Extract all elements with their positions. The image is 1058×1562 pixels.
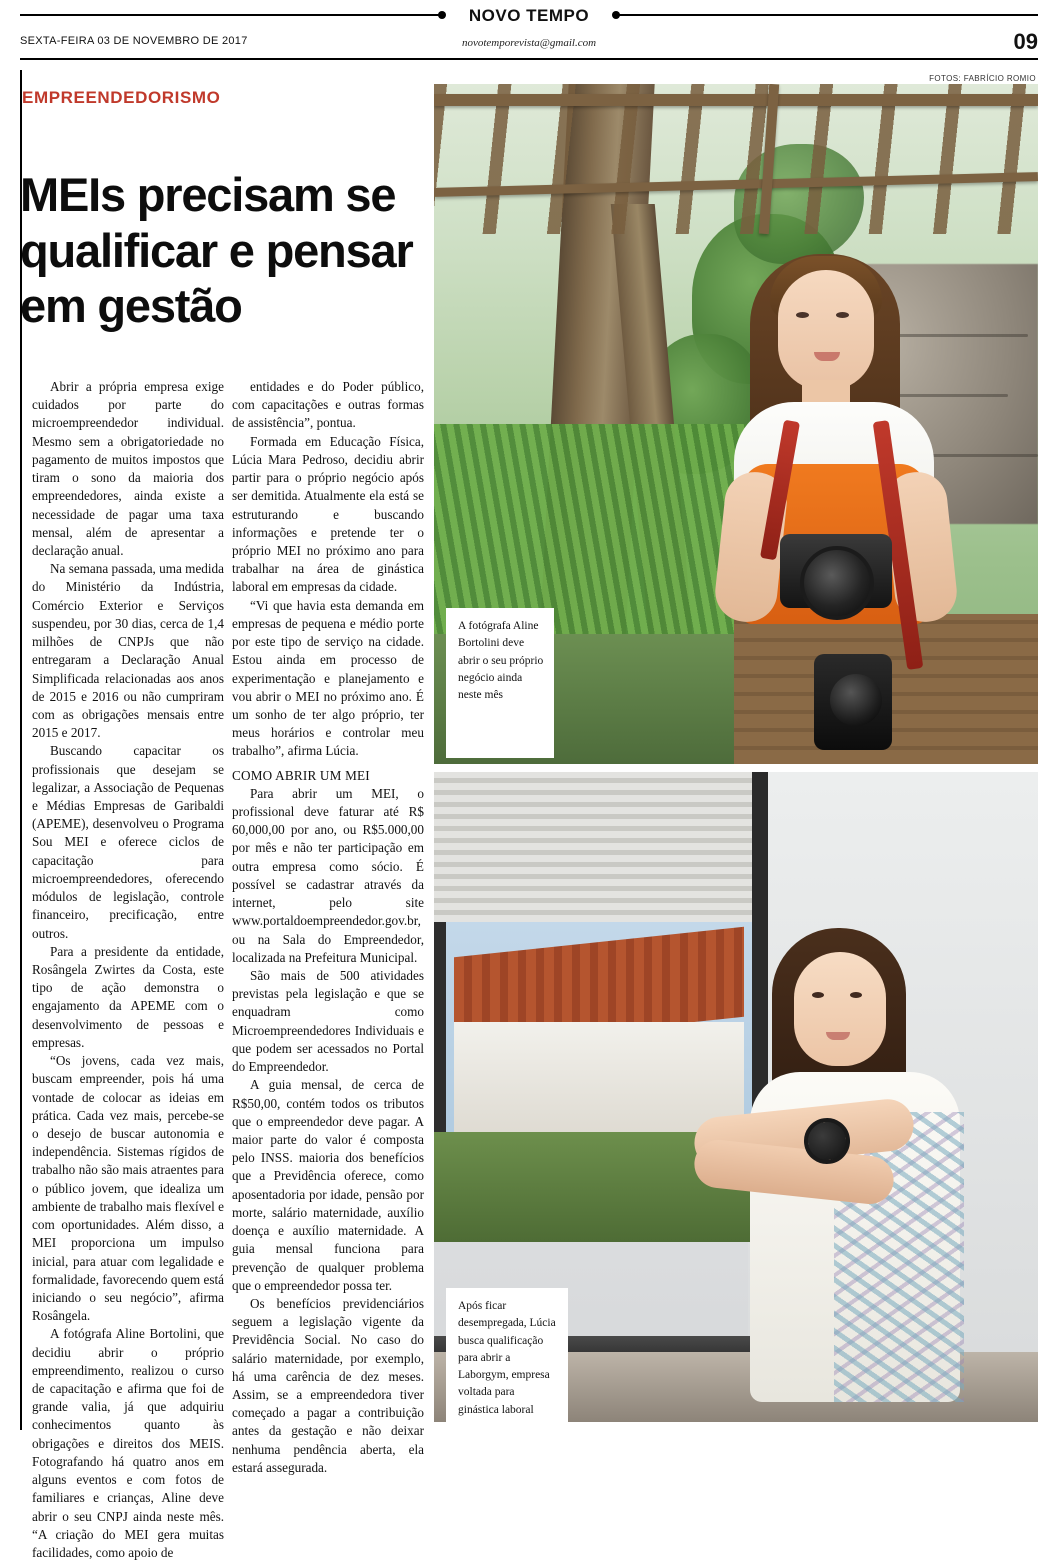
- bottom-rule: [20, 1433, 1038, 1435]
- contact-email: novotemporevista@gmail.com: [461, 37, 597, 49]
- paragraph: Para a presidente da entidade, Rosângela Zwirtes da Costa, este tipo de ação demonstra o engajamento da APEME com o desenvolvimento de pessoas e empresas.: [32, 943, 224, 1050]
- page-title: MEIs precisam se qualificar e pensar em gestão: [20, 168, 413, 333]
- body-column-2: [232, 378, 424, 1477]
- paragraph: “Vi que havia esta demanda em empresas de pequena e médio porte por este tipo de serviço na cidade. Estou ainda em processo de experimentação e planejamento e vou abrir o MEI no próximo ano. É um sonho de ter algo próprio, ter meus horários e controlar meu trabalho”, afirma Lúcia.: [232, 597, 424, 759]
- masthead-title-wrap: [0, 6, 1058, 26]
- paragraph: Para abrir um MEI, o profissional deve faturar até R$ 60,000,00 por ano, ou R$5.000,00 por mês e não ter participação em outra empresa como sócio. É possível se cadastrar através da internet, pelo site www.portaldoempreendedor.gov.br, ou na Sala do Empreendedor, localizada na Prefeitura Municipal.: [232, 785, 424, 965]
- paragraph: Os benefícios previdenciários seguem a legislação vigente da Previdência Social. No caso do salário maternidade, por exemplo, há uma carência de dez meses. Assim, se a empreendedora tiver começado a pagar a contribuição antes da gestação e não deixar nenhuma pendência aberta, ela estará assegurada.: [232, 1295, 424, 1475]
- body-column-1: [32, 378, 224, 1562]
- paragraph: Buscando capacitar os profissionais que desejam se legalizar, a Associação de Pequenas e Médias Empresas de Garibaldi (APEME), desenvolveu o Programa Sou MEI e oferece ciclos de capacitação para microempreendedores, oferecendo módulos de legislação, controle financeiro, precificação, entre outros.: [32, 743, 224, 941]
- caption-photo-top: A fotógrafa Aline Bortolini deve abrir o seu próprio negócio ainda neste mês: [446, 608, 554, 758]
- photo-subject-lucia: [684, 922, 1038, 1422]
- paragraph: A fotógrafa Aline Bortolini, que decidiu abrir o próprio empreendimento, realizou o curso de capacitação e afirma que foi de grande valia, já que adquiriu conhecimentos quanto às obrigações e direitos dos MEIS. Fotografando há quatro anos em alguns eventos e com fotos de familiares e crianças, Aline deve abrir o seu CNPJ ainda neste mês. “A criação do MEI gera muitas facilidades, como apoio de: [32, 1326, 224, 1560]
- paragraph: São mais de 500 atividades previstas pela legislação e que se enquadram como Microempreendedores Individuais e que podem ser acessados no Portal do Empreendedor.: [232, 968, 424, 1075]
- paragraph: A guia mensal, de cerca de R$50,00, contém todos os tributos que o empreendedor deve pagar. A maior parte do valor é composta pelo INSS. maioria dos benefícios que a Previdência oferece, como aposentadoria por idade, pensão por morte, salário maternidade, auxílio doença e auxílio maternidade. A guia mensal funciona para prevenção de qualquer problema que o empreendedor possa ter.: [232, 1077, 424, 1293]
- section-kicker: EMPREENDEDORISMO: [22, 88, 221, 107]
- page-number: 09: [1013, 29, 1038, 54]
- issue-date: SEXTA-FEIRA 03 DE NOVEMBRO DE 2017: [20, 35, 248, 47]
- paragraph: Na semana passada, uma medida do Ministério da Indústria, Comércio Exterior e Serviços suspendeu, por 30 dias, cerca de 1,4 milhões de CNPJs que não entregaram a Declaração Anual Simplificada relacionadas aos anos de 2015 e 2016 ou não cumpriram com as obrigações mensais entre 2015 e 2017.: [32, 561, 224, 741]
- masthead-info: [20, 29, 1038, 55]
- masthead-dot-left-icon: [438, 11, 446, 19]
- paragraph: entidades e do Poder público, com capacitações e outras formas de assistência”, pontua.: [232, 379, 424, 431]
- photo-credit: FOTOS: FABRÍCIO ROMIO: [929, 74, 1036, 83]
- photo-subject-aline: [684, 234, 1014, 764]
- masthead: [0, 0, 1058, 62]
- paragraph: “Os jovens, cada vez mais, buscam empreender, pois há uma vontade de colocar as ideias em prática. Cada vez mais, percebe-se o desejo de buscar autonomia e independência. Sistemas rígidos de trabalho não são mais atraentes para o público jovem, que idealiza um ambiente de trabalho mais flexível e com oportunidades. Além disso, a MEI proporciona um impulso inicial, para atuar com legalidade e formalidade, favorecendo quem está iniciando o seu negócio”, afirma Rosângela.: [32, 1053, 224, 1324]
- paragraph: Formada em Educação Física, Lúcia Mara Pedroso, decidiu abrir partir para o próprio negócio após ser demitida. Atualmente ela está se estruturando e buscando informações e pretende ter o próprio MEI no próximo ano para trabalhar na área de ginástica laboral em empresas da cidade.: [232, 433, 424, 595]
- paragraph: Abrir a própria empresa exige cuidados por parte do microempreendedor individual. Mesmo sem a obrigatoriedade no pagamento de muitos impostos que tiram o sono da maioria dos empreendedores, ainda existe a necessidade de pagar uma taxa mensal, além de apresentar a declaração anual.: [32, 379, 224, 558]
- subheading: COMO ABRIR UM MEI: [232, 767, 370, 783]
- caption-photo-bottom: Após ficar desempregada, Lúcia busca qualificação para abrir a Laborgym, empresa voltada para ginástica laboral: [446, 1288, 568, 1422]
- masthead-bottom-rule: [20, 58, 1038, 60]
- masthead-dot-right-icon: [612, 11, 620, 19]
- publication-title: NOVO TEMPO: [443, 6, 615, 26]
